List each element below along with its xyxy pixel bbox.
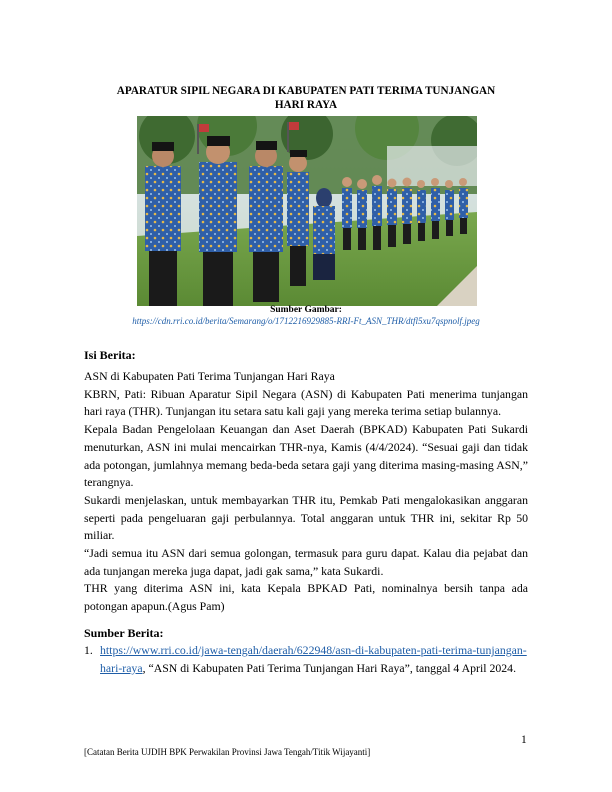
- title-line-2: HARI RAYA: [274, 99, 338, 111]
- document-title: [90, 84, 522, 112]
- news-paragraph: ASN di Kabupaten Pati Terima Tunjangan Hari Raya: [84, 369, 335, 383]
- page-number: 1: [521, 734, 527, 746]
- news-paragraph: KBRN, Pati: Ribuan Aparatur Sipil Negara (ASN) di Kabupaten Pati menerima tunjangan hari raya (THR). Tunjangan itu setara satu kali gaji yang mereka terima setiap bulannya.: [84, 386, 528, 419]
- source-item: [84, 642, 528, 677]
- title-line-1: APARATUR SIPIL NEGARA DI KABUPATEN PATI TERIMA TUNJANGAN: [116, 85, 496, 97]
- footer-note: [Catatan Berita UJDIH BPK Perwakilan Provinsi Jawa Tengah/Titik Wijayanti]: [84, 747, 371, 757]
- news-photo: [137, 116, 477, 306]
- news-paragraph: THR yang diterima ASN ini, kata Kepala BPKAD Pati, nominalnya bersih tanpa ada potongan apapun.(Agus Pam): [84, 581, 528, 614]
- source-number: 1.: [84, 643, 93, 657]
- news-paragraph: Kepala Badan Pengelolaan Keuangan dan Aset Daerah (BPKAD) Kabupaten Pati Sukardi menuturkan, ASN ini mulai mencairkan THR-nya, Kamis (4/4/2024). “Sesuai gaji dan tidak ada potongan, jumlahnya memang beda-beda setara gaji yang diterima masing-masing ASN,” terangnya.: [84, 422, 528, 490]
- source-description: , “ASN di Kabupaten Pati Terima Tunjangan Hari Raya”, tanggal 4 April 2024.: [142, 660, 517, 675]
- image-caption-label: Sumber Gambar:: [270, 305, 342, 315]
- isi-berita-heading: Isi Berita:: [84, 348, 136, 362]
- image-caption-url[interactable]: https://cdn.rri.co.id/berita/Semarang/o/1712216929885-RRI-Ft_ASN_THR/dtfl5xu7qspnolf.jpeg: [132, 316, 480, 326]
- photo-asn-ceremony: [137, 116, 477, 306]
- sumber-berita-heading: Sumber Berita:: [84, 626, 164, 640]
- news-body: [84, 368, 528, 616]
- news-paragraph: “Jadi semua itu ASN dari semua golongan, termasuk para guru dapat. Kalau dia pejabat dan ada tunjangan mereka juga dapat, jadi gak sama,” kata Sukardi.: [84, 546, 528, 578]
- news-paragraph: Sukardi menjelaskan, untuk membayarkan THR itu, Pemkab Pati mengalokasikan anggaran seperti pada pengeluaran gaji perbulannya. Total anggaran untuk THR ini, sekitar Rp 50 miliar.: [84, 492, 528, 543]
- source-link[interactable]: https://www.rri.co.id/jawa-tengah/daerah/622948/asn-di-kabupaten-pati-terima-tunjangan-hari-raya: [100, 643, 527, 675]
- source-list: [84, 642, 528, 677]
